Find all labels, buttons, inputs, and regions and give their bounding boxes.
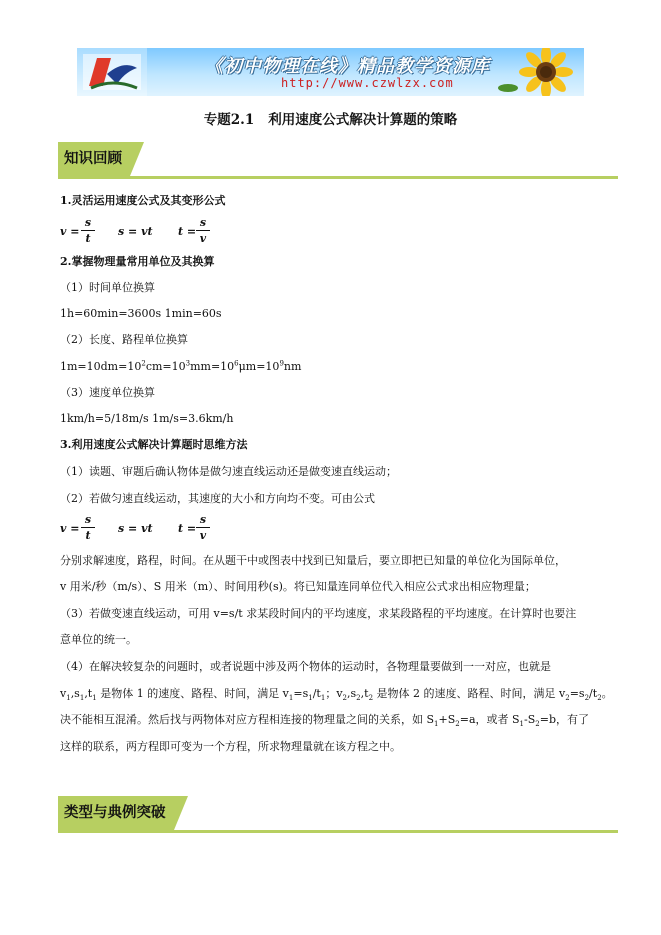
formula-v-lhs: v = [60,522,80,535]
formula-t-fraction: s v [196,513,210,542]
method-4-line-3: 决不能相互混淆。然后找与两物体对应方程相连接的物理量之间的关系，如 $S_1+S_2=a$，或者 $S_1-S_2=b$，有了 [60,713,590,729]
title-number: 专题2.1 [203,112,255,128]
section-header-examples [58,796,618,833]
unit-speed-heading: （3）速度单位换算 [60,386,155,399]
formula-t-fraction: s v [196,216,210,245]
formula-v-fraction: s t [81,216,95,245]
banner-title: 《初中物理在线》精品教学资源库 [205,56,490,77]
paragraph-line: 分别求解速度，路程，时间。在从题干中或图表中找到已知量后，要立即把已知量的单位化为国际单位， [60,554,566,567]
site-logo [77,48,147,96]
document-title [0,108,661,128]
section-tab-label: 类型与典例突破 [58,796,174,830]
heading-3: 3.利用速度公式解决计算题时思维方法 [60,438,248,451]
method-3: （3）若做变速直线运动，可用 v=s/t 求某段时间内的平均速度，求某段路程的平均速度。在计算时也要注 [60,607,577,620]
formula-s: s = vt [118,225,153,238]
method-3-cont: 意单位的统一。 [60,633,137,646]
formula-s: s = vt [118,522,153,535]
unit-time-line: 1h=60min=3600s 1min=60s [60,307,222,320]
formula-t-lhs: t = [178,225,197,238]
formula-row-1 [60,216,260,246]
section-tab-label: 知识回顾 [58,142,130,176]
unit-time-heading: （1）时间单位换算 [60,281,155,294]
banner-url[interactable]: http://www.czwlzx.com [281,76,454,90]
formula-v-fraction: s t [81,513,95,542]
method-4-line-4: 这样的联系，两方程即可变为一个方程，所求物理量就在该方程之中。 [60,740,401,753]
method-4-line-2: $v_1,s_1,t_1$ 是物体 1 的速度、路程、时间，满足 $v_1=s_1/t_1$；$v_2,s_2,t_2$ 是物体 2 的速度、路程、时间，满足 $v_2=s_2/t_2$。 [60,687,613,703]
formula-t-lhs: t = [178,522,197,535]
title-text: 利用速度公式解决计算题的策略 [268,112,458,128]
unit-speed-line: 1km/h=5/18m/s 1m/s=3.6km/h [60,412,234,425]
formula-v-lhs: v = [60,225,80,238]
paragraph-line: v 用米/秒（m/s）、S 用米（m）、时间用秒(s)。将已知量连同单位代入相应公式求出相应物理量； [60,580,536,593]
heading-2: 2.掌握物理量常用单位及其换算 [60,255,215,268]
method-2: （2）若做匀速直线运动，其速度的大小和方向均不变。可由公式 [60,492,375,505]
method-1: （1）读题、审题后确认物体是做匀速直线运动还是做变速直线运动； [60,465,397,478]
section-header-review [58,142,618,179]
method-4: （4）在解决较复杂的问题时，或者说题中涉及两个物体的运动时，各物理量要做到一一对应，也就是 [60,660,551,673]
unit-length-line: $1m=10dm=10^2cm=10^3mm=10^6\mu m=10^9nm$ [60,359,302,373]
formula-row-2 [60,513,260,543]
heading-1: 1.灵活运用速度公式及其变形公式 [60,194,226,207]
unit-length-heading: （2）长度、路程单位换算 [60,333,188,346]
sunflower-image [494,48,584,96]
header-banner [77,48,584,96]
